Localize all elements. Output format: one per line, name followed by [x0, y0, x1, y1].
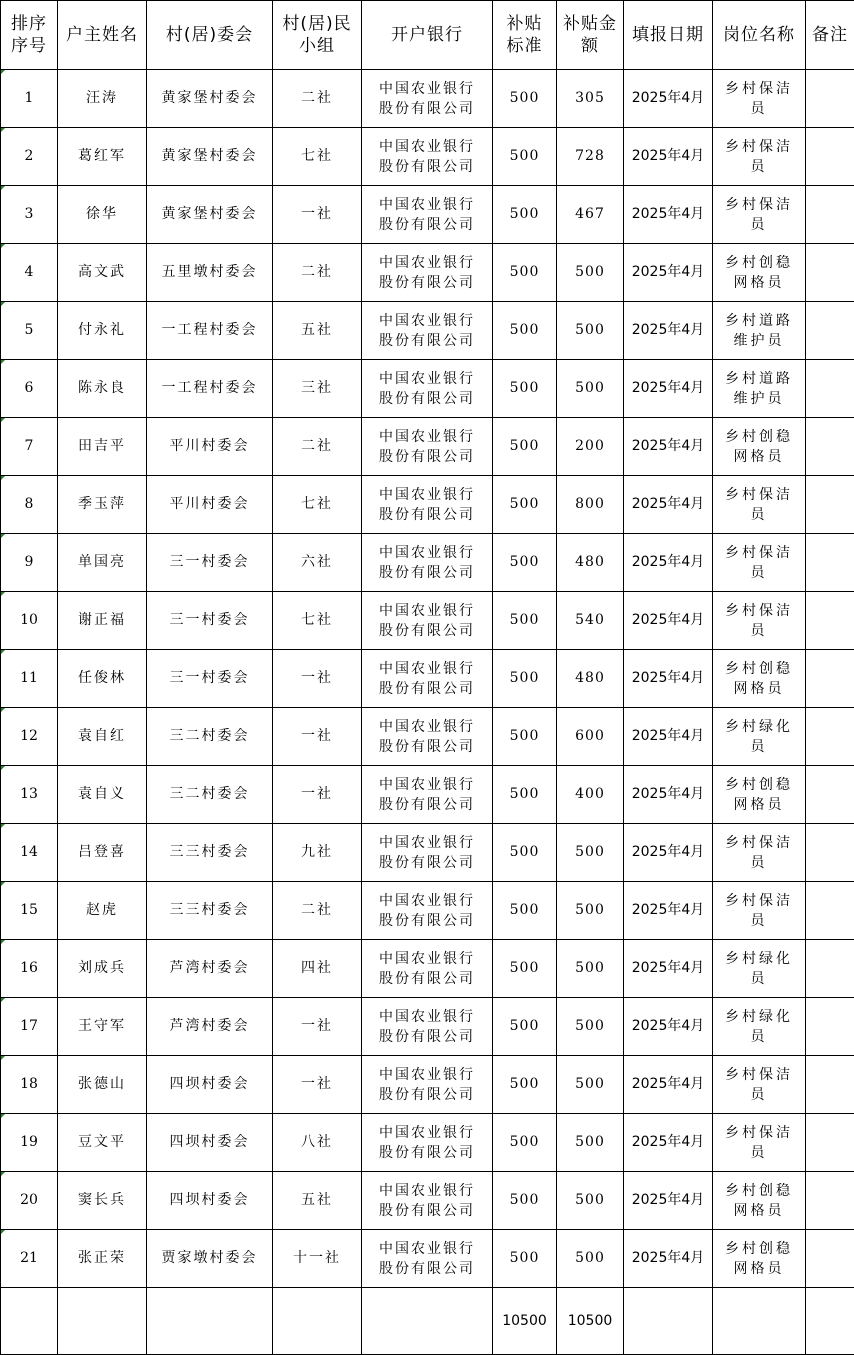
cell-position: 乡村创稳 网格员 [713, 244, 806, 302]
cell-village: 三三村委会 [147, 824, 273, 882]
cell-remark [806, 360, 854, 418]
cell-position: 乡村保洁 员 [713, 1114, 806, 1172]
cell-standard: 500 [493, 70, 557, 128]
cell-bank: 中国农业银行 股份有限公司 [362, 1230, 493, 1288]
cell-name: 赵虎 [58, 882, 147, 940]
cell-bank: 中国农业银行 股份有限公司 [362, 1172, 493, 1230]
cell-seq: 3 [1, 186, 58, 244]
cell-amount: 480 [557, 650, 624, 708]
cell-position: 乡村保洁 员 [713, 186, 806, 244]
cell-bank: 中国农业银行 股份有限公司 [362, 766, 493, 824]
cell-amount: 467 [557, 186, 624, 244]
cell-seq: 16 [1, 940, 58, 998]
table-row [1, 534, 854, 592]
cell-name: 王守军 [58, 998, 147, 1056]
totals-empty-position [713, 1288, 806, 1355]
cell-date: 2025年4月 [624, 70, 713, 128]
cell-standard: 500 [493, 1114, 557, 1172]
cell-village: 四坝村委会 [147, 1056, 273, 1114]
cell-village: 芦湾村委会 [147, 940, 273, 998]
cell-date: 2025年4月 [624, 1056, 713, 1114]
cell-standard: 500 [493, 360, 557, 418]
cell-group: 二社 [273, 418, 362, 476]
cell-bank: 中国农业银行 股份有限公司 [362, 650, 493, 708]
cell-seq: 5 [1, 302, 58, 360]
cell-remark [806, 186, 854, 244]
cell-seq: 21 [1, 1230, 58, 1288]
cell-amount: 480 [557, 534, 624, 592]
totals-empty-name [58, 1288, 147, 1355]
cell-position: 乡村保洁 员 [713, 592, 806, 650]
cell-name: 袁自红 [58, 708, 147, 766]
cell-group: 四社 [273, 940, 362, 998]
cell-bank: 中国农业银行 股份有限公司 [362, 708, 493, 766]
cell-standard: 500 [493, 1172, 557, 1230]
cell-name: 季玉萍 [58, 476, 147, 534]
cell-name: 袁自义 [58, 766, 147, 824]
totals-empty-date [624, 1288, 713, 1355]
cell-bank: 中国农业银行 股份有限公司 [362, 1056, 493, 1114]
cell-remark [806, 476, 854, 534]
cell-standard: 500 [493, 708, 557, 766]
table-footer [1, 1288, 854, 1355]
cell-standard: 500 [493, 650, 557, 708]
cell-bank: 中国农业银行 股份有限公司 [362, 244, 493, 302]
cell-group: 一社 [273, 186, 362, 244]
cell-amount: 728 [557, 128, 624, 186]
cell-standard: 500 [493, 1056, 557, 1114]
table-row [1, 1230, 854, 1288]
cell-village: 平川村委会 [147, 476, 273, 534]
cell-name: 任俊林 [58, 650, 147, 708]
cell-village: 三一村委会 [147, 534, 273, 592]
cell-position: 乡村创稳 网格员 [713, 1172, 806, 1230]
cell-position: 乡村保洁 员 [713, 128, 806, 186]
cell-name: 葛红军 [58, 128, 147, 186]
cell-date: 2025年4月 [624, 592, 713, 650]
cell-name: 田吉平 [58, 418, 147, 476]
cell-bank: 中国农业银行 股份有限公司 [362, 70, 493, 128]
cell-group: 五社 [273, 1172, 362, 1230]
cell-seq: 9 [1, 534, 58, 592]
cell-name: 吕登喜 [58, 824, 147, 882]
header-group: 村(居)民 小组 [273, 1, 362, 70]
cell-amount: 500 [557, 1230, 624, 1288]
cell-group: 七社 [273, 592, 362, 650]
cell-bank: 中国农业银行 股份有限公司 [362, 940, 493, 998]
cell-amount: 500 [557, 998, 624, 1056]
cell-group: 一社 [273, 766, 362, 824]
cell-date: 2025年4月 [624, 708, 713, 766]
cell-remark [806, 534, 854, 592]
cell-amount: 200 [557, 418, 624, 476]
cell-date: 2025年4月 [624, 476, 713, 534]
cell-name: 张正荣 [58, 1230, 147, 1288]
cell-date: 2025年4月 [624, 1114, 713, 1172]
cell-amount: 500 [557, 1172, 624, 1230]
totals-empty-remark [806, 1288, 854, 1355]
total-amount: 10500 [557, 1288, 624, 1355]
cell-village: 三二村委会 [147, 766, 273, 824]
cell-position: 乡村绿化 员 [713, 998, 806, 1056]
cell-village: 黄家堡村委会 [147, 186, 273, 244]
cell-group: 三社 [273, 360, 362, 418]
cell-date: 2025年4月 [624, 418, 713, 476]
cell-date: 2025年4月 [624, 302, 713, 360]
cell-position: 乡村道路 维护员 [713, 360, 806, 418]
cell-seq: 4 [1, 244, 58, 302]
cell-date: 2025年4月 [624, 534, 713, 592]
table-row [1, 1056, 854, 1114]
cell-date: 2025年4月 [624, 360, 713, 418]
table-row [1, 476, 854, 534]
table-row [1, 1114, 854, 1172]
cell-name: 张德山 [58, 1056, 147, 1114]
cell-date: 2025年4月 [624, 824, 713, 882]
cell-remark [806, 418, 854, 476]
cell-date: 2025年4月 [624, 1230, 713, 1288]
header-name: 户主姓名 [58, 1, 147, 70]
total-standard: 10500 [493, 1288, 557, 1355]
cell-group: 六社 [273, 534, 362, 592]
cell-seq: 19 [1, 1114, 58, 1172]
cell-amount: 400 [557, 766, 624, 824]
cell-standard: 500 [493, 882, 557, 940]
cell-remark [806, 824, 854, 882]
cell-village: 黄家堡村委会 [147, 128, 273, 186]
cell-remark [806, 1056, 854, 1114]
table-row [1, 940, 854, 998]
cell-group: 九社 [273, 824, 362, 882]
cell-seq: 2 [1, 128, 58, 186]
cell-bank: 中国农业银行 股份有限公司 [362, 418, 493, 476]
cell-remark [806, 592, 854, 650]
cell-village: 芦湾村委会 [147, 998, 273, 1056]
cell-village: 一工程村委会 [147, 360, 273, 418]
cell-remark [806, 70, 854, 128]
cell-position: 乡村保洁 员 [713, 1056, 806, 1114]
cell-remark [806, 302, 854, 360]
cell-village: 三二村委会 [147, 708, 273, 766]
table-row [1, 418, 854, 476]
cell-seq: 8 [1, 476, 58, 534]
cell-group: 七社 [273, 128, 362, 186]
cell-position: 乡村创稳 网格员 [713, 1230, 806, 1288]
cell-seq: 7 [1, 418, 58, 476]
cell-remark [806, 1172, 854, 1230]
header-row [1, 1, 854, 70]
table-row [1, 882, 854, 940]
cell-name: 徐华 [58, 186, 147, 244]
cell-seq: 13 [1, 766, 58, 824]
cell-position: 乡村绿化 员 [713, 708, 806, 766]
cell-date: 2025年4月 [624, 650, 713, 708]
cell-date: 2025年4月 [624, 998, 713, 1056]
cell-remark [806, 1114, 854, 1172]
cell-standard: 500 [493, 418, 557, 476]
header-seq: 排序 序号 [1, 1, 58, 70]
cell-standard: 500 [493, 940, 557, 998]
cell-bank: 中国农业银行 股份有限公司 [362, 534, 493, 592]
cell-seq: 15 [1, 882, 58, 940]
cell-remark [806, 1230, 854, 1288]
cell-position: 乡村创稳 网格员 [713, 766, 806, 824]
cell-amount: 500 [557, 1114, 624, 1172]
cell-village: 三一村委会 [147, 592, 273, 650]
cell-group: 二社 [273, 882, 362, 940]
cell-position: 乡村保洁 员 [713, 534, 806, 592]
totals-row [1, 1288, 854, 1355]
cell-position: 乡村保洁 员 [713, 70, 806, 128]
cell-amount: 540 [557, 592, 624, 650]
table-row [1, 360, 854, 418]
totals-empty-bank [362, 1288, 493, 1355]
cell-group: 二社 [273, 70, 362, 128]
cell-bank: 中国农业银行 股份有限公司 [362, 128, 493, 186]
cell-bank: 中国农业银行 股份有限公司 [362, 998, 493, 1056]
cell-amount: 800 [557, 476, 624, 534]
cell-seq: 6 [1, 360, 58, 418]
cell-date: 2025年4月 [624, 766, 713, 824]
table-row [1, 998, 854, 1056]
header-standard: 补贴 标准 [493, 1, 557, 70]
cell-remark [806, 708, 854, 766]
cell-bank: 中国农业银行 股份有限公司 [362, 882, 493, 940]
cell-group: 七社 [273, 476, 362, 534]
cell-date: 2025年4月 [624, 244, 713, 302]
table-row [1, 302, 854, 360]
cell-name: 刘成兵 [58, 940, 147, 998]
cell-name: 高文武 [58, 244, 147, 302]
cell-standard: 500 [493, 824, 557, 882]
cell-village: 三三村委会 [147, 882, 273, 940]
cell-date: 2025年4月 [624, 940, 713, 998]
cell-group: 十一社 [273, 1230, 362, 1288]
cell-seq: 17 [1, 998, 58, 1056]
cell-standard: 500 [493, 534, 557, 592]
table-row [1, 592, 854, 650]
cell-village: 五里墩村委会 [147, 244, 273, 302]
header-village: 村(居)委会 [147, 1, 273, 70]
cell-group: 五社 [273, 302, 362, 360]
cell-position: 乡村保洁 员 [713, 882, 806, 940]
cell-name: 汪涛 [58, 70, 147, 128]
cell-bank: 中国农业银行 股份有限公司 [362, 360, 493, 418]
table-row [1, 128, 854, 186]
cell-group: 二社 [273, 244, 362, 302]
table-row [1, 708, 854, 766]
cell-amount: 500 [557, 1056, 624, 1114]
cell-amount: 600 [557, 708, 624, 766]
cell-bank: 中国农业银行 股份有限公司 [362, 302, 493, 360]
cell-remark [806, 128, 854, 186]
header-bank: 开户银行 [362, 1, 493, 70]
cell-amount: 500 [557, 882, 624, 940]
cell-remark [806, 940, 854, 998]
cell-standard: 500 [493, 998, 557, 1056]
totals-empty-seq [1, 1288, 58, 1355]
cell-remark [806, 766, 854, 824]
cell-village: 三一村委会 [147, 650, 273, 708]
cell-village: 四坝村委会 [147, 1114, 273, 1172]
cell-bank: 中国农业银行 股份有限公司 [362, 1114, 493, 1172]
totals-empty-village [147, 1288, 273, 1355]
cell-name: 陈永良 [58, 360, 147, 418]
cell-standard: 500 [493, 244, 557, 302]
totals-empty-group [273, 1288, 362, 1355]
cell-group: 一社 [273, 998, 362, 1056]
header-date: 填报日期 [624, 1, 713, 70]
cell-amount: 500 [557, 360, 624, 418]
cell-date: 2025年4月 [624, 128, 713, 186]
cell-standard: 500 [493, 302, 557, 360]
cell-group: 一社 [273, 708, 362, 766]
cell-bank: 中国农业银行 股份有限公司 [362, 476, 493, 534]
cell-remark [806, 244, 854, 302]
cell-village: 黄家堡村委会 [147, 70, 273, 128]
cell-village: 一工程村委会 [147, 302, 273, 360]
cell-amount: 500 [557, 244, 624, 302]
table-body [1, 70, 854, 1288]
cell-amount: 500 [557, 302, 624, 360]
table-row [1, 70, 854, 128]
table-row [1, 824, 854, 882]
cell-village: 四坝村委会 [147, 1172, 273, 1230]
header-amount: 补贴金 额 [557, 1, 624, 70]
cell-date: 2025年4月 [624, 1172, 713, 1230]
cell-standard: 500 [493, 476, 557, 534]
cell-seq: 1 [1, 70, 58, 128]
cell-remark [806, 882, 854, 940]
cell-group: 一社 [273, 1056, 362, 1114]
table-row [1, 766, 854, 824]
cell-name: 单国亮 [58, 534, 147, 592]
cell-date: 2025年4月 [624, 882, 713, 940]
cell-position: 乡村道路 维护员 [713, 302, 806, 360]
cell-standard: 500 [493, 186, 557, 244]
cell-standard: 500 [493, 766, 557, 824]
cell-remark [806, 998, 854, 1056]
table-row [1, 244, 854, 302]
table-row [1, 1172, 854, 1230]
cell-village: 贾家墩村委会 [147, 1230, 273, 1288]
cell-standard: 500 [493, 1230, 557, 1288]
cell-position: 乡村绿化 员 [713, 940, 806, 998]
cell-bank: 中国农业银行 股份有限公司 [362, 824, 493, 882]
cell-position: 乡村创稳 网格员 [713, 650, 806, 708]
header-remark: 备注 [806, 1, 854, 70]
cell-name: 付永礼 [58, 302, 147, 360]
cell-standard: 500 [493, 128, 557, 186]
cell-name: 窦长兵 [58, 1172, 147, 1230]
cell-group: 一社 [273, 650, 362, 708]
table-row [1, 186, 854, 244]
cell-seq: 11 [1, 650, 58, 708]
cell-name: 豆文平 [58, 1114, 147, 1172]
cell-amount: 500 [557, 940, 624, 998]
cell-position: 乡村保洁 员 [713, 476, 806, 534]
cell-bank: 中国农业银行 股份有限公司 [362, 186, 493, 244]
cell-seq: 12 [1, 708, 58, 766]
cell-seq: 20 [1, 1172, 58, 1230]
cell-village: 平川村委会 [147, 418, 273, 476]
cell-amount: 500 [557, 824, 624, 882]
cell-remark [806, 650, 854, 708]
cell-standard: 500 [493, 592, 557, 650]
table-row [1, 650, 854, 708]
cell-seq: 18 [1, 1056, 58, 1114]
cell-position: 乡村保洁 员 [713, 824, 806, 882]
table-header [1, 1, 854, 70]
cell-seq: 14 [1, 824, 58, 882]
cell-bank: 中国农业银行 股份有限公司 [362, 592, 493, 650]
cell-position: 乡村创稳 网格员 [713, 418, 806, 476]
cell-group: 八社 [273, 1114, 362, 1172]
cell-date: 2025年4月 [624, 186, 713, 244]
cell-amount: 305 [557, 70, 624, 128]
header-position: 岗位名称 [713, 1, 806, 70]
cell-seq: 10 [1, 592, 58, 650]
cell-name: 谢正福 [58, 592, 147, 650]
